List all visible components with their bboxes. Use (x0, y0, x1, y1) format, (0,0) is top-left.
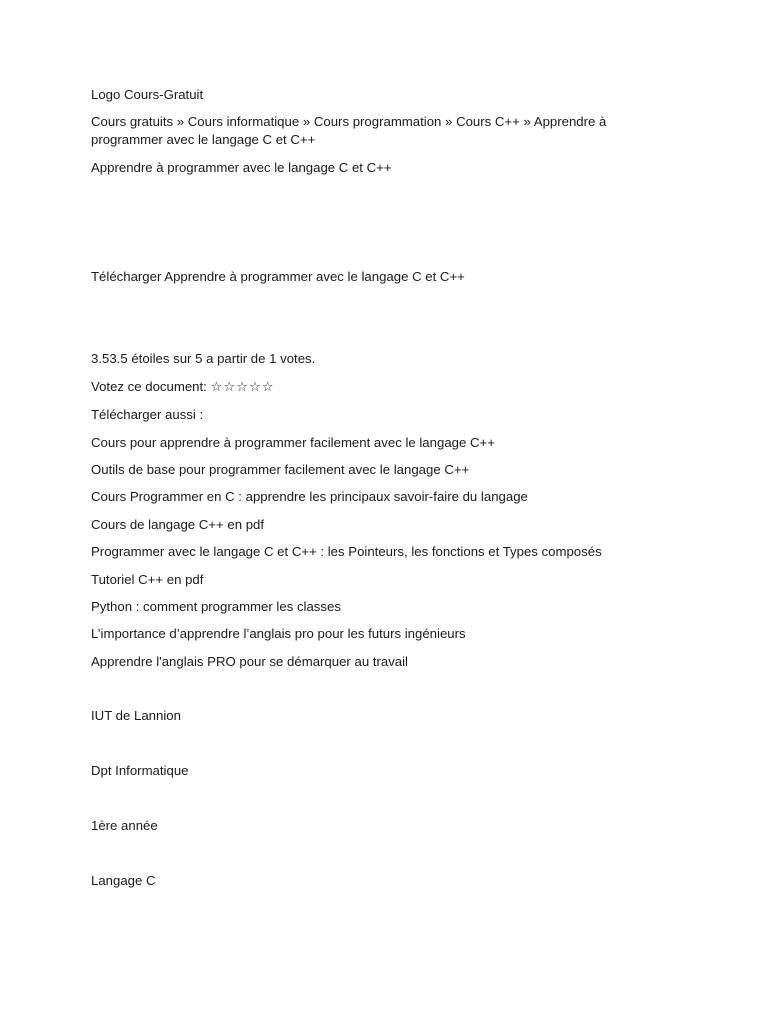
related-heading: Télécharger aussi : (91, 407, 204, 422)
breadcrumb-separator: » (173, 114, 188, 129)
related-link[interactable]: Tutoriel C++ en pdf (91, 572, 204, 587)
vote-label: Votez ce document: (91, 379, 207, 394)
page-title: Apprendre à programmer avec le langage C et C++ (91, 160, 392, 175)
content-line: 1ère année (91, 818, 158, 833)
breadcrumb-current: Apprendre à programmer avec le langage C et C++ (91, 114, 607, 147)
breadcrumb-separator: » (519, 114, 534, 129)
related-link[interactable]: Cours de langage C++ en pdf (91, 517, 265, 532)
breadcrumb-item-cours-gratuits[interactable]: Cours gratuits (91, 114, 174, 129)
vote-stars-icon[interactable]: ☆☆☆☆☆ (210, 379, 275, 394)
related-link[interactable]: Apprendre l'anglais PRO pour se démarquer au travail (91, 654, 408, 669)
content-line: IUT de Lannion (91, 708, 181, 723)
related-link[interactable]: L’importance d’apprendre l’anglais pro pour les futurs ingénieurs (91, 626, 466, 641)
breadcrumb-separator: » (299, 114, 314, 129)
breadcrumb-separator: » (441, 114, 457, 129)
breadcrumb (91, 113, 681, 149)
rating-text: 3.53.5 étoiles sur 5 a partir de 1 votes. (91, 351, 316, 366)
breadcrumb-item-cours-informatique[interactable]: Cours informatique (187, 114, 300, 129)
download-link[interactable]: Télécharger Apprendre à programmer avec le langage C et C++ (91, 269, 465, 284)
related-link[interactable]: Programmer avec le langage C et C++ : les Pointeurs, les fonctions et Types composés (91, 544, 602, 559)
related-link[interactable]: Cours pour apprendre à programmer facilement avec le langage C++ (91, 435, 495, 450)
related-link[interactable]: Outils de base pour programmer facilement avec le langage C++ (91, 462, 470, 477)
logo-text[interactable]: Logo Cours-Gratuit (91, 87, 204, 102)
breadcrumb-item-cours-programmation[interactable]: Cours programmation (313, 114, 442, 129)
content-line: Dpt Informatique (91, 763, 189, 778)
related-link[interactable]: Cours Programmer en C : apprendre les principaux savoir-faire du langage (91, 489, 528, 504)
breadcrumb-item-cours-cpp[interactable]: Cours C++ (456, 114, 520, 129)
content-line: Langage C (91, 873, 156, 888)
related-link[interactable]: Python : comment programmer les classes (91, 599, 341, 614)
vote-row (91, 378, 275, 396)
